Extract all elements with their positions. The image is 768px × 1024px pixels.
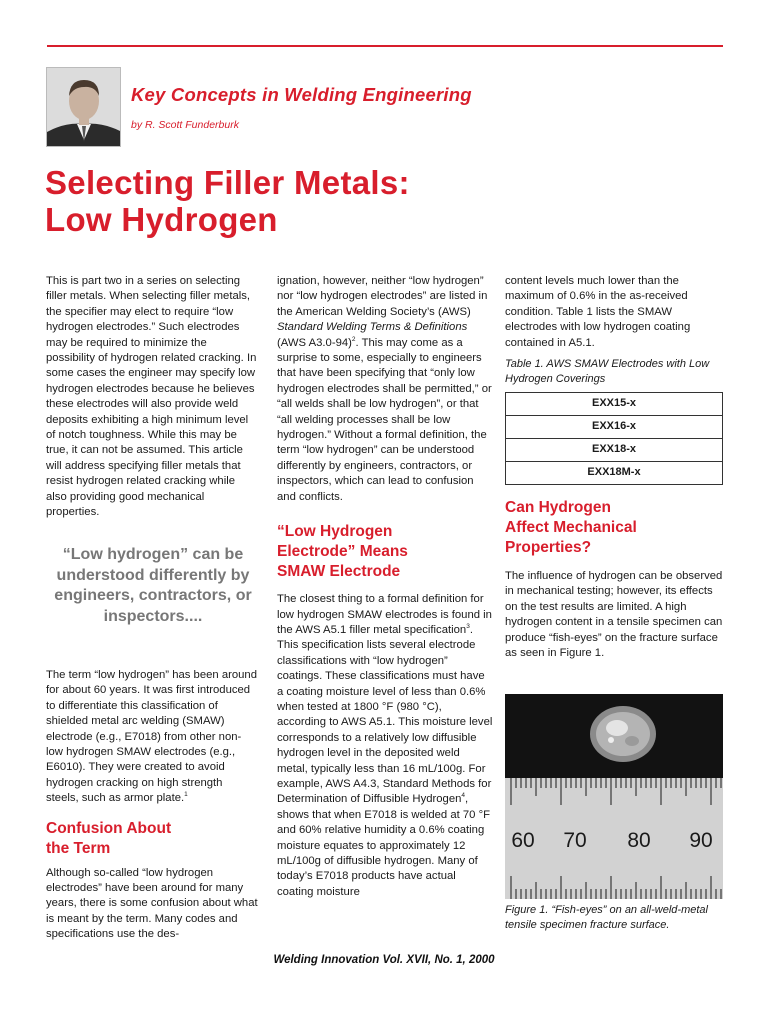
figure-1 <box>505 694 723 899</box>
column-1 <box>46 274 258 521</box>
table-row: EXX15-x <box>506 393 723 416</box>
ruler-label: 70 <box>563 829 587 852</box>
table-row: EXX18M-x <box>506 462 723 485</box>
heading-smaw: “Low Hydrogen Electrode” Means SMAW Electrode <box>277 523 408 581</box>
table-row: EXX16-x <box>506 416 723 439</box>
designation-paragraph: ignation, however, neither “low hydrogen” nor “low hydrogen electrodes” are listed in the American Welding Society’s (AWS) Standard Welding Terms & Definitions (AWS A3.0-94)$^2$. This may come as a surprise to some, especially to engineers that have been specifying that “only low hydrogen electrodes shall be permitted,” or “all welds shall be low hydrogen”, or that “all welding processes shall be low hydrogen.” Without a formal definition, the term “low hydrogen” can be understood differently by engineers, contractors, or inspectors, which can lead to confusion and conflicts. <box>277 275 492 503</box>
history-paragraph: The term “low hydrogen” has been around for about 60 years. It was first introduced to differentiate this classification of shielded metal arc welding (SMAW) electrode (e.g., E7018) from other non-low hydrogen SMAW electrodes (e.g., E6010). They were created to avoid hydrogen cracking on high strength steels, such as armor plate.$^1$ <box>46 669 257 805</box>
content-paragraph: content levels much lower than the maximum of 0.6% in the as-received condition. Table 1 lists the SMAW electrodes with low hydrogen coating contained in A5.1. <box>505 275 691 349</box>
pull-quote: “Low hydrogen” can be understood differently by engineers, contractors, or inspectors.... <box>54 546 252 625</box>
top-rule <box>47 45 723 47</box>
definition-paragraph: The closest thing to a formal definition for low hydrogen SMAW electrodes is found in the AWS A5.1 filler metal specification$^3$. This specification lists several electrode classifications with “low hydrogen” coatings. These classifications must have a coating moisture level of less than 0.6% when tested at 1800 °F (980 °C), according to AWS A5.1. This moisture level corresponds to a relatively low diffusible hydrogen level in the deposited weld metal, typically less than 16 mL/100g. For example, AWS A4.3, Standard Methods for Determination of Diffusible Hydrogen$^4$, shows that when E7018 is welded at 70 °F and 60% relative humidity a 0.6% coating moisture equates to approximately 12 mL/100g of diffusible hydrogen. Many of today’s E7018 products have actual coating moisture <box>277 593 493 898</box>
figure-caption: Figure 1. “Fish-eyes” on an all-weld-metal tensile specimen fracture surface. <box>505 904 708 931</box>
page-footer: Welding Innovation Vol. XVII, No. 1, 2000 <box>273 954 495 966</box>
series-title: Key Concepts in Welding Engineering <box>131 84 472 105</box>
ruler-label: 80 <box>627 829 651 852</box>
article-title <box>45 164 465 238</box>
ref-1: 1 <box>184 791 188 799</box>
title-line-2: Low Hydrogen <box>45 201 278 238</box>
author-photo <box>46 67 121 147</box>
electrode-table <box>505 392 723 485</box>
heading-confusion: Confusion About the Term <box>46 819 172 857</box>
table-caption: Table 1. AWS SMAW Electrodes with Low Hydrogen Coverings <box>505 358 710 386</box>
column-1-lower <box>46 668 258 943</box>
table-row: EXX18-x <box>506 439 723 462</box>
column-2 <box>277 274 493 900</box>
intro-paragraph: This is part two in a series on selecting filler metals. When selecting filler metals, the specifier may elect to require “low hydrogen electrodes.” Such electrodes may be required to minimize the possibility of hydrogen related cracking. In some cases the engineer may specify low hydrogen electrodes because he believes these electrodes will also provide weld deposits exhibiting a high minimum level of notch toughness. While this may be true, it can not be assumed. This article will address specifying filler metals that resist hydrogen related cracking while also providing good mechanical properties. <box>46 275 257 519</box>
heading-properties: Can Hydrogen Affect Mechanical Properties? <box>505 499 637 557</box>
column-3 <box>505 274 725 661</box>
influence-paragraph: The influence of hydrogen can be observed in mechanical testing; however, its effects on the test results are limited. A high hydrogen content in a tensile specimen can produce “fish-eyes” on the fracture surface as seen in Figure 1. <box>505 570 723 660</box>
byline: by R. Scott Funderburk <box>131 119 239 131</box>
confusion-paragraph: Although so-called “low hydrogen electrodes” have been around for many years, there is some confusion about what is meant by the term. Many codes and specifications use the des- <box>46 866 258 941</box>
title-line-1: Selecting Filler Metals: <box>45 164 410 201</box>
ruler-label: 90 <box>689 829 713 852</box>
ruler-label: 60 <box>511 829 535 852</box>
